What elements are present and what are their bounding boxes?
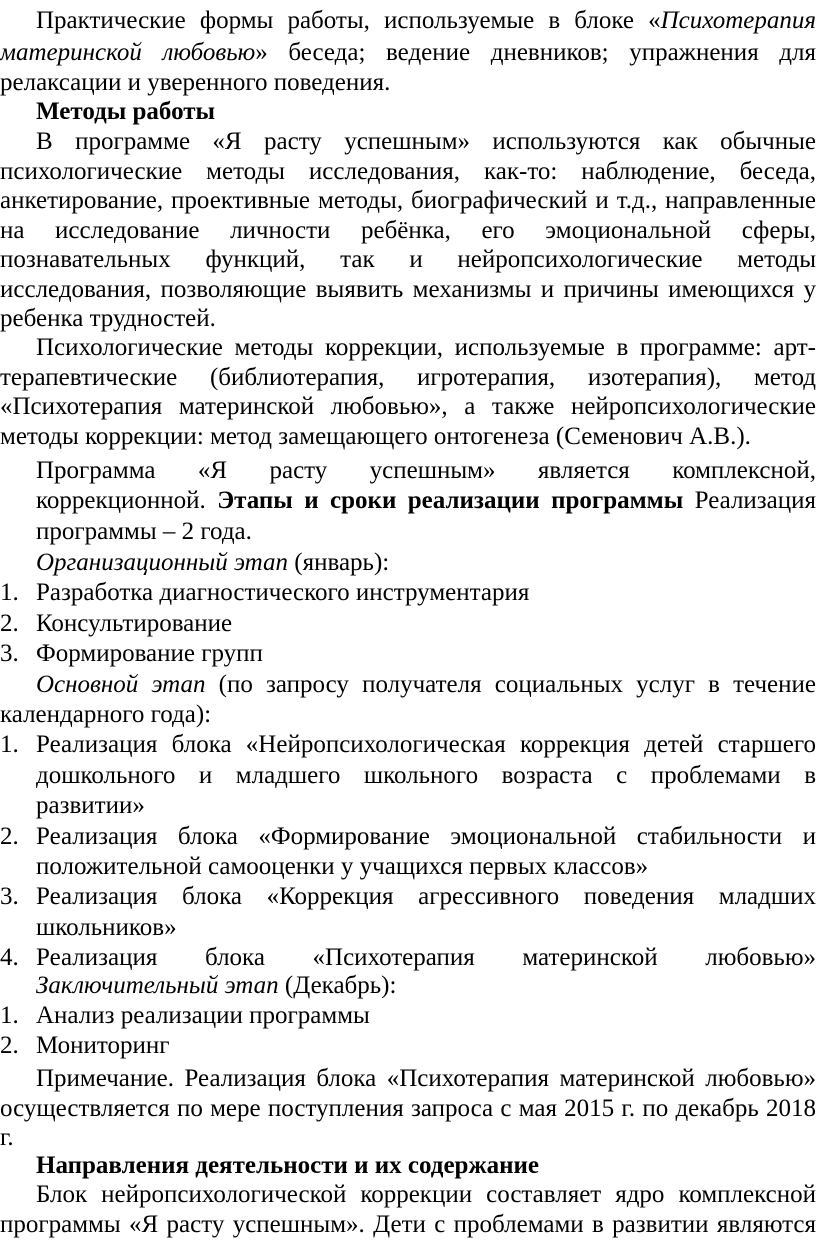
italic-text: Заключительный этап <box>36 971 279 999</box>
list-item: Реализация блока «Нейропсихологическая коррекция детей старшего <box>36 731 816 759</box>
list-number: 2. <box>0 1032 19 1060</box>
stage-heading <box>0 969 816 1003</box>
paragraph-line: В программе «Я расту успешным» используются как обычные <box>36 128 816 156</box>
list-item: развитии» <box>36 792 145 820</box>
paragraph-line: Психологические методы коррекции, используемые в программе: арт- <box>36 334 816 362</box>
text: Реализация <box>694 487 816 515</box>
list-item: Реализация блока «Формирование эмоциональной стабильности и <box>36 822 816 850</box>
paragraph-line <box>0 4 816 38</box>
list-number: 3. <box>0 883 19 911</box>
paragraph-line: познавательных функций, так и нейропсихологические методы <box>0 246 816 274</box>
list-item: Разработка диагностического инструментария <box>36 579 530 607</box>
paragraph-line: «Психотерапия материнской любовью», а также нейропсихологические <box>0 393 816 421</box>
list-item: положительной самооценки у учащихся первых классов» <box>36 852 649 880</box>
list-number: 1. <box>0 731 19 759</box>
paragraph-line: осуществляется по мере поступления запроса с мая 2015 г. по декабрь 2018 <box>0 1095 816 1123</box>
paragraph-line: исследования, позволяющие выявить механизмы и причины имеющихся у <box>0 275 816 303</box>
list-item: дошкольного и младшего школьного возраста с проблемами в <box>36 761 816 789</box>
paragraph-line: г. <box>0 1123 14 1151</box>
paragraph-line: календарного года): <box>0 701 212 729</box>
text: коррекционной. <box>36 487 206 515</box>
paragraph-line: ребенка трудностей. <box>0 305 216 332</box>
paragraph-line: Блок нейропсихологической коррекции составляет ядро комплексной <box>36 1180 816 1208</box>
text: (по запросу получателя социальных услуг в течение <box>218 670 816 698</box>
stage-heading <box>0 668 816 702</box>
text: » беседа; ведение дневников; упражнения для <box>255 39 816 67</box>
italic-text: Основной этап <box>36 670 206 698</box>
paragraph-line: релаксации и уверенного поведения. <box>0 69 391 97</box>
italic-text: материнской любовью <box>0 39 256 67</box>
italic-text: Психотерапия <box>660 6 816 34</box>
paragraph-line: на исследование личности ребёнка, его эмоциональной сферы, <box>0 216 816 244</box>
section-heading: Направления деятельности и их содержание <box>36 1152 539 1180</box>
list-item: Формирование групп <box>36 640 263 668</box>
list-item: Реализация блока «Коррекция агрессивного поведения младших <box>36 883 816 911</box>
list-item: Консультирование <box>36 609 233 637</box>
list-number: 3. <box>0 640 19 668</box>
paragraph-line: психологические методы исследования, как-то: наблюдение, беседа, <box>0 157 816 185</box>
section-heading: Методы работы <box>36 97 216 125</box>
text: Практические формы работы, используемые в блоке « <box>36 6 661 34</box>
paragraph-line: Программа «Я расту успешным» является комплексной, <box>36 456 816 484</box>
list-number: 2. <box>0 609 19 637</box>
list-item: Мониторинг <box>36 1032 170 1060</box>
list-number: 1. <box>0 1002 19 1030</box>
paragraph-line <box>0 36 816 70</box>
list-item: Анализ реализации программы <box>36 1002 370 1030</box>
paragraph-line: Примечание. Реализация блока «Психотерапия материнской любовью» <box>36 1064 816 1092</box>
list-number: 4. <box>0 944 19 972</box>
paragraph-line: методы коррекции: метод замещающего онтогенеза (Семенович А.В.). <box>0 422 751 450</box>
paragraph-line: анкетирование, проективные методы, биографический и т.д., направленные <box>0 187 816 215</box>
italic-text: Организационный этап <box>36 549 289 577</box>
text: (Декабрь): <box>284 971 397 999</box>
list-item: Реализация блока «Психотерапия материнской любовью» <box>36 944 816 972</box>
paragraph-line: терапевтические (библиотерапия, игротерапия, изотерапия), метод <box>0 363 816 391</box>
paragraph-line: программы «Я расту успешным». Дети с проблемами в развитии являются <box>0 1211 816 1238</box>
stage-heading <box>0 546 816 580</box>
bold-heading: Этапы и сроки реализации программы <box>217 487 684 515</box>
paragraph-line <box>0 484 816 518</box>
list-item: школьников» <box>36 913 177 941</box>
text: (январь): <box>294 549 390 577</box>
paragraph-line: программы – 2 года. <box>36 517 252 545</box>
list-number: 1. <box>0 579 19 607</box>
list-number: 2. <box>0 822 19 850</box>
